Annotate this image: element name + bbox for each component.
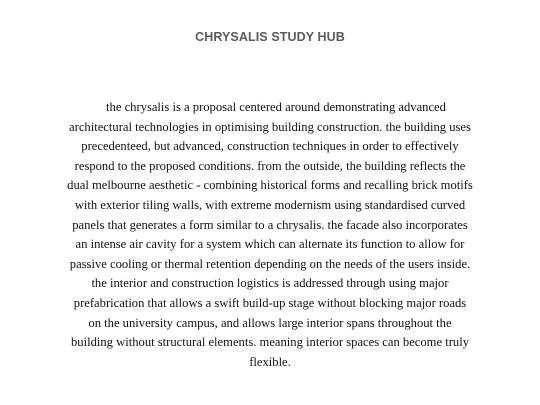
- body-paragraph: the chrysalis is a proposal centered around demonstrating advanced architectural technologies in optimising building construction. the building uses precedenteed, but advanced, construction techniques in order to effectively respond to the proposed conditions. from the outside, the building reflects the dual melbourne aesthetic - combining historical forms and recalling brick motifs with exterior tiling walls, with extreme modernism using standardised curved panels that generates a form similar to a chrysalis. the facade also incorporates an intense air cavity for a system which can alternate its function to allow for passive cooling or thermal retention depending on the needs of the users inside. the interior and construction logistics is addressed through using major prefabrication that allows a swift build-up stage without blocking major roads on the university campus, and allows large interior spans throughout the building without structural elements. meaning interior spaces can become truly flexible.: [67, 100, 473, 369]
- page-title: CHRYSALIS STUDY HUB: [195, 30, 345, 44]
